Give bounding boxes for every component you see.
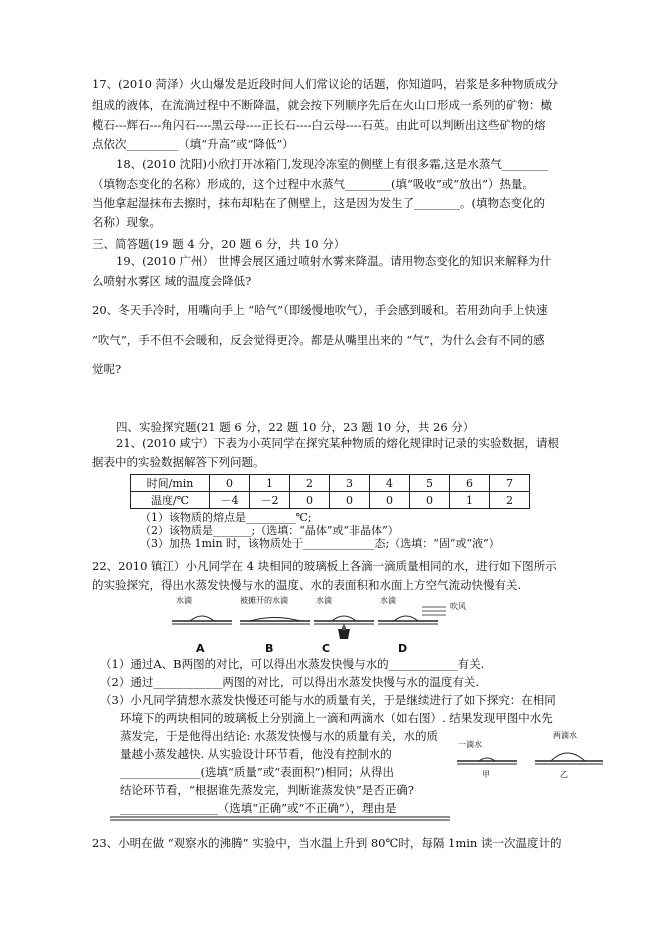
q17-line1: 17、(2010 菏泽）火山爆发是近段时间人们常议论的话题，你知道吗，岩浆是多种物质成分 xyxy=(92,77,559,91)
figure-b xyxy=(240,618,310,625)
fig-label-d: 水滴 xyxy=(380,596,396,605)
q22-sub3-4: 量越小蒸发越快. 从实验设计环节看，他没有控制水的 xyxy=(120,747,392,761)
q17-line3: 榄石---辉石---角闪石----黑云母----正长石----白云母----石英。由此可以判断出这些矿物的熔 xyxy=(92,118,546,132)
table-cell: 1 xyxy=(250,475,290,492)
q21-line1: 21、(2010 咸宁）下表为小英同学在探究某种物质的熔化规律时记录的实验数据，请根 xyxy=(116,436,560,450)
q18-line1: 18、(2010 沈阳)小欣打开冰箱门,发现冷冻室的侧壁上有很多霜,这是水蒸气________ xyxy=(116,157,548,171)
q20-line2: “吹气”，手不但不会暖和，反会觉得更冷。都是从嘴里出来的 “气”，为什么会有不同的感 xyxy=(92,333,545,347)
fig-label-b: 被摊开的水滴 xyxy=(240,596,288,605)
figure-yi xyxy=(535,753,603,764)
section-4-heading: 四、实验探究题(21 题 6 分，22 题 10 分，23 题 10 分，共 26 分） xyxy=(116,420,475,434)
q22-sub2: （2）通过____________两图的对比，可以得出水蒸发快慢与水的温度有关. xyxy=(100,675,479,689)
q22-sub1: （1）通过A、B两图的对比，可以得出水蒸发快慢与水的____________有关. xyxy=(100,657,485,671)
fig2-label-two-drops: 两滴水 xyxy=(553,731,577,740)
q22-sub3-7: _________________（选填“正确”或“不正确”），理由是 xyxy=(120,801,397,815)
table-header-time: 时间/min xyxy=(131,475,210,492)
fig-letter-a: A xyxy=(196,642,205,655)
table-row xyxy=(131,492,530,509)
q22-sub3-6: 结论环节看，“根据谁先蒸发完，判断谁蒸发快”是否正确? xyxy=(120,783,414,797)
q21-line2: 据表中的实验数据解答下列问题。 xyxy=(92,455,265,469)
melting-data-table xyxy=(130,474,530,509)
table-cell: －4 xyxy=(210,492,250,509)
fig-letter-b: B xyxy=(265,642,274,655)
q20-line1: 20、冬天手冷时，用嘴向手上 “哈气”（即缓慢地吹气），手会感到暖和。若用劲向手上快速 xyxy=(92,303,548,317)
table-cell: 6 xyxy=(450,475,490,492)
fig-letter-c: C xyxy=(322,642,331,655)
fig2-label-one-drop: 一滴水 xyxy=(458,740,482,749)
table-cell: 2 xyxy=(290,475,330,492)
q19-line1: 19、(2010 广州） 世博会展区通过喷射水雾来降温。请用物态变化的知识来解释为什 xyxy=(116,254,552,268)
table-cell: 0 xyxy=(210,475,250,492)
q23-line1: 23、小明在做 “观察水的沸腾” 实验中，当水温上升到 80℃时，每隔 1min 读一次温度计的 xyxy=(92,836,562,850)
table-cell: 0 xyxy=(330,492,370,509)
fig-label-c: 水滴 xyxy=(316,596,332,605)
q18-line3: 当他拿起湿抹布去擦时，抹布却粘在了侧壁上，这是因为发生了________。(填物态变化的 xyxy=(92,196,545,210)
fig2-label-jia: 甲 xyxy=(482,770,490,779)
q22-line2: 的实验探究，得出水蒸发快慢与水的温度、水的表面积和水面上方空气流动快慢有关. xyxy=(92,578,522,592)
table-cell: 7 xyxy=(490,475,530,492)
q21-sub3: （3）加热 1min 时，该物质处于_____________态;（选填：“固”或“液”） xyxy=(140,537,500,550)
figure-d xyxy=(378,607,446,624)
figure-a xyxy=(172,616,232,624)
fig-letter-d: D xyxy=(398,642,408,655)
table-cell: －2 xyxy=(250,492,290,509)
section-3-heading: 三、简答题(19 题 4 分，20 题 6 分，共 10 分） xyxy=(92,237,346,251)
q22-sub3-2: 环境下的两块相同的玻璃板上分别滴上一滴和两滴水（如右图）. 结果发现甲图中水先 xyxy=(120,711,553,725)
q21-sub1: （1）该物质的熔点是_________℃; xyxy=(140,511,312,524)
table-cell: 5 xyxy=(410,475,450,492)
q18-line2: （填物态变化的名称）形成的，这个过程中水蒸气________(填“吸收”或“放出”）热量。 xyxy=(92,177,534,191)
q17-line4: 点依次_________（填“升高”或“降低”） xyxy=(92,137,294,151)
q22-sub3-5: ______________(选填“质量”或“表面积”)相同；从得出 xyxy=(120,765,394,779)
table-cell: 2 xyxy=(490,492,530,509)
table-cell: 0 xyxy=(410,492,450,509)
q22-sub3-3: 蒸发完，于是他得出结论: 水蒸发快慢与水的质量有关，水的质 xyxy=(120,729,439,743)
q17-line2: 组成的液体，在流淌过程中不断降温，就会按下列顺序先后在火山口形成一系列的矿物：橄 xyxy=(92,98,552,112)
figure-c xyxy=(314,616,374,639)
table-cell: 1 xyxy=(450,492,490,509)
q20-line3: 觉呢? xyxy=(92,362,122,376)
fig-label-a: 水滴 xyxy=(176,596,192,605)
q19-line2: 么喷射水雾区 域的温度会降低? xyxy=(92,274,252,288)
table-header-temp: 温度/℃ xyxy=(131,492,210,509)
q22-line1: 22、2010 镇江）小凡同学在 4 块相同的玻璃板上各滴一滴质量相同的水，进行如下图所示 xyxy=(92,559,557,573)
answer-lines xyxy=(110,815,450,823)
table-row xyxy=(131,475,530,492)
fig2-label-yi: 乙 xyxy=(560,770,568,779)
q18-line4: 名称）现象。 xyxy=(92,215,161,229)
q21-sub2: （2）该物质是_______;（选填：“晶体”或“非晶体”） xyxy=(140,524,399,537)
table-cell: 0 xyxy=(290,492,330,509)
table-cell: 3 xyxy=(330,475,370,492)
fig-label-wind: 吹风 xyxy=(450,602,466,611)
q22-sub3-1: （3）小凡同学猜想水蒸发快慢还可能与水的质量有关，于是继续进行了如下探究：在相同 xyxy=(100,693,556,707)
figure-jia xyxy=(457,758,517,764)
table-cell: 4 xyxy=(370,475,410,492)
table-cell: 0 xyxy=(370,492,410,509)
